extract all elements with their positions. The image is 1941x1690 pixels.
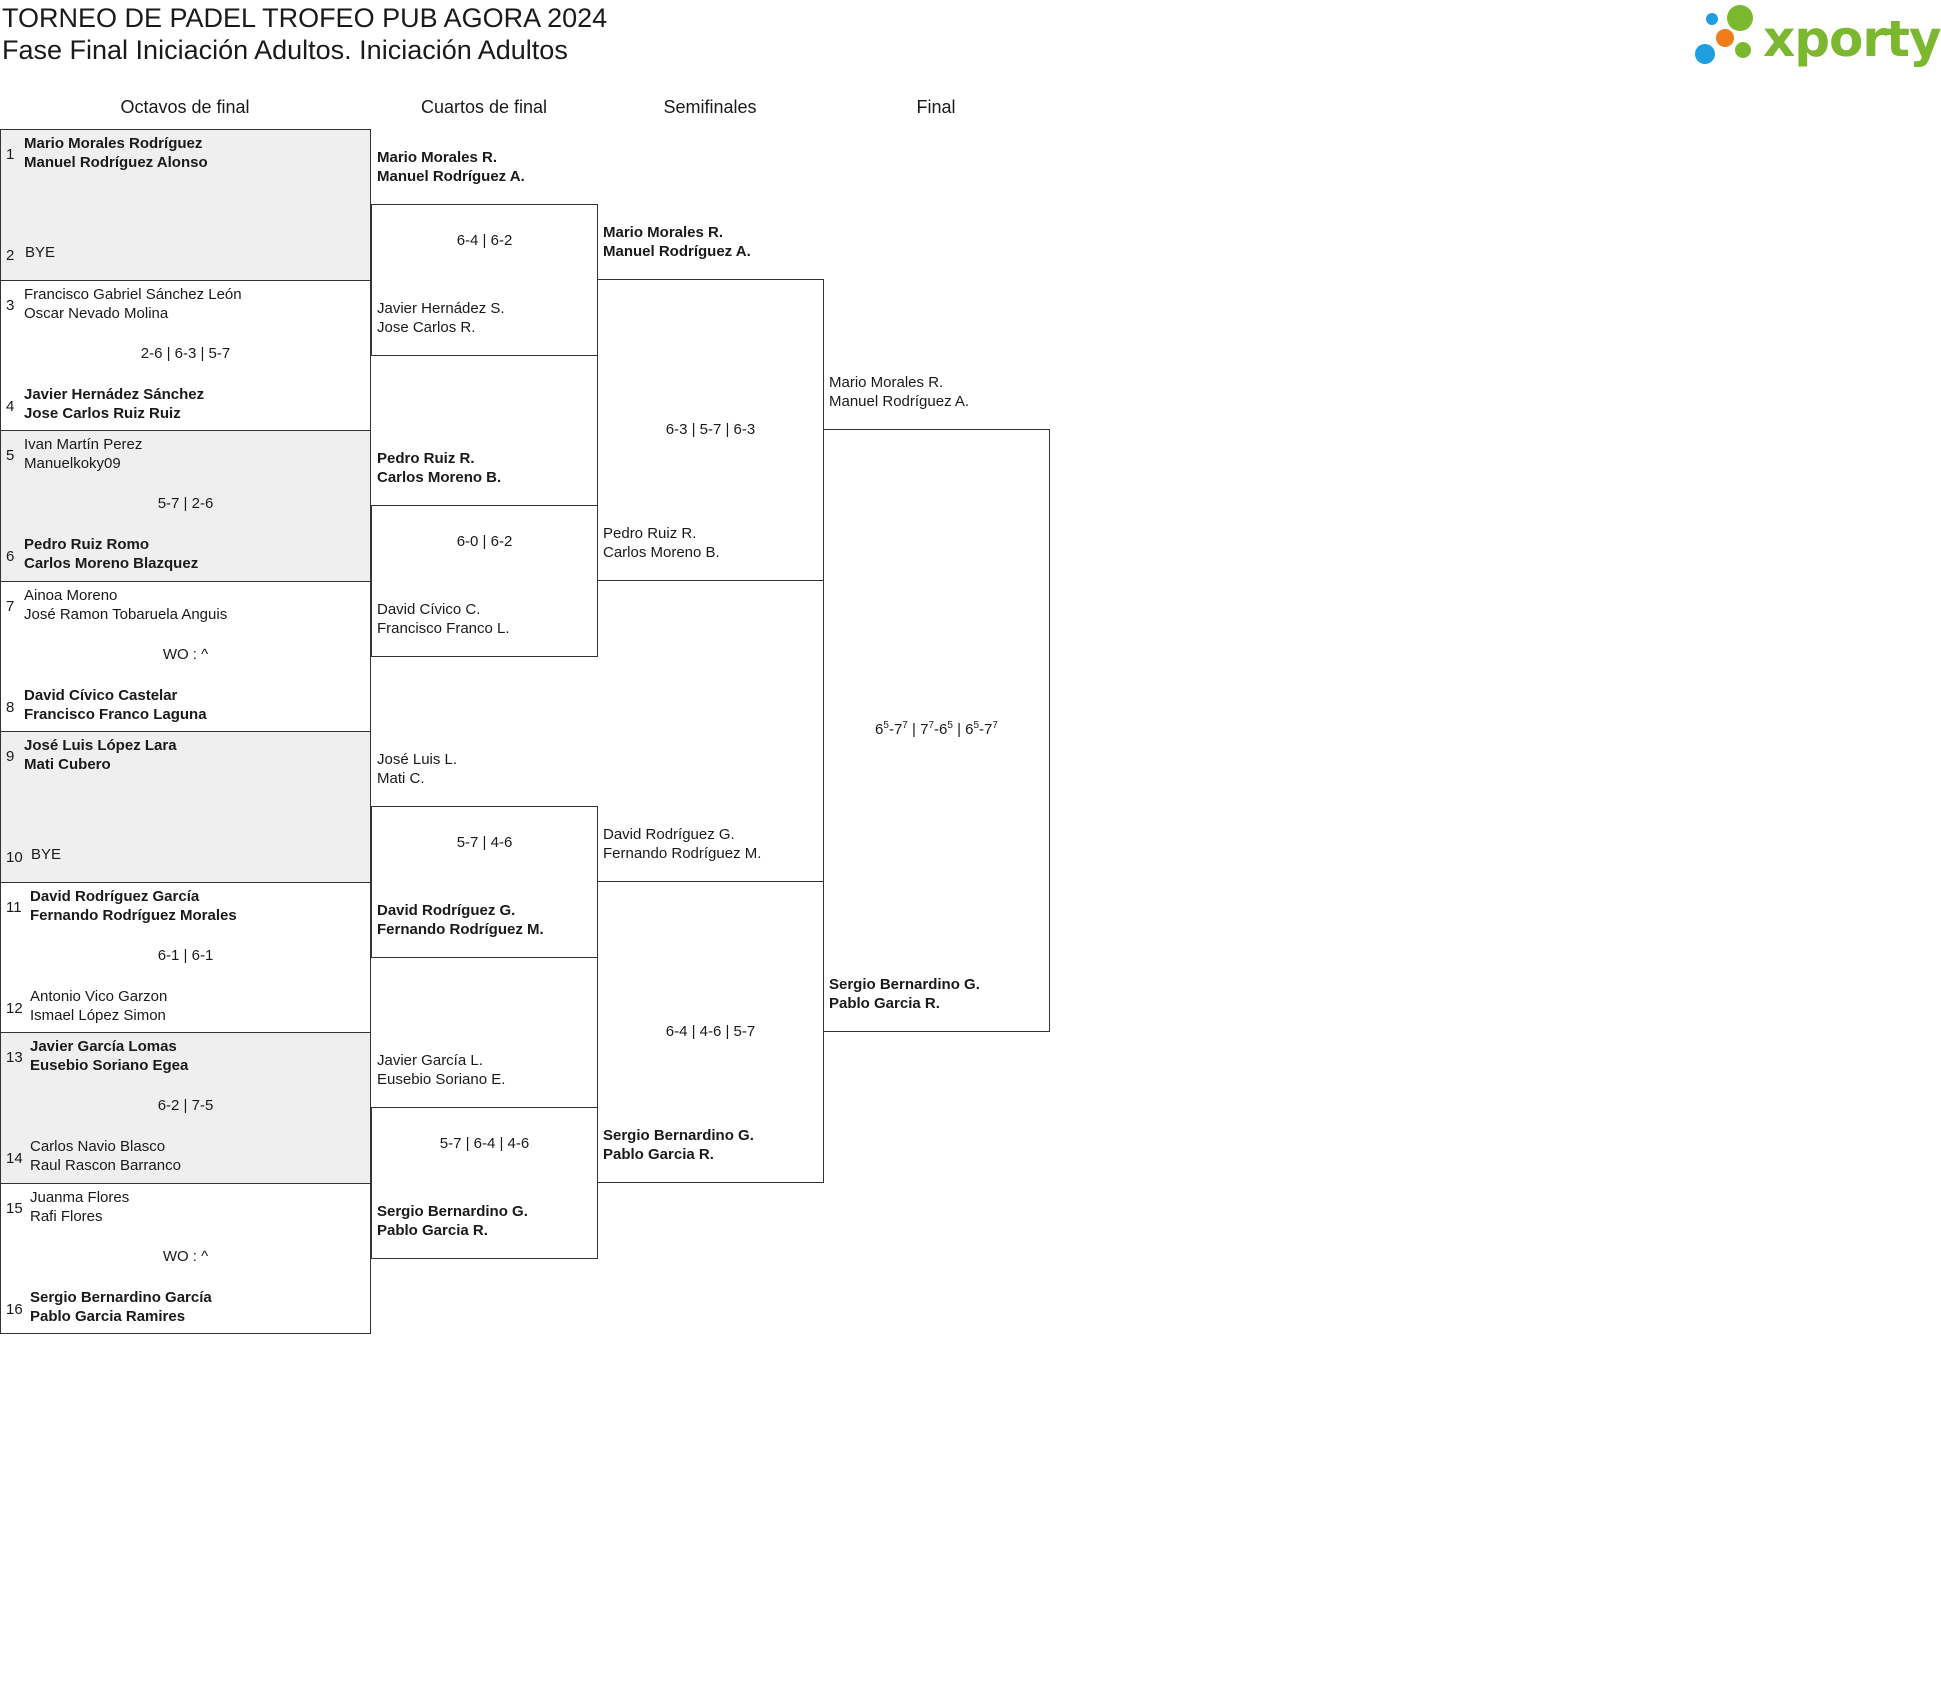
seed-number: 8 [6, 698, 15, 716]
final-score [823, 720, 1050, 739]
octavos-team-player-2: Carlos Moreno Blazquez [24, 555, 199, 572]
seed-number: 7 [6, 597, 15, 615]
octavos-team-player-1: Ivan Martín Perez [24, 436, 143, 453]
semis-team [603, 524, 720, 562]
octavos-team-player-2: Ismael López Simon [30, 1006, 166, 1024]
seed-number: 15 [6, 1199, 23, 1217]
semis-team-player-1: David Rodríguez G. [603, 826, 735, 843]
octavos-team [25, 243, 55, 262]
octavos-team-player-2: Francisco Franco Laguna [24, 705, 207, 723]
cuartos-team-player-1: Pedro Ruiz R. [377, 450, 475, 467]
tiebreak-a: 5 [973, 720, 980, 731]
cuartos-team-player-2: Pablo Garcia R. [377, 1221, 488, 1239]
cuartos-team-player-1: José Luis L. [377, 751, 458, 768]
logo-dot-blue [1695, 44, 1715, 64]
logo-text: xporty [1763, 10, 1941, 68]
round-header-semis: Semifinales [663, 97, 757, 117]
octavos-team-player-2: Raul Rascon Barranco [30, 1157, 181, 1174]
set-dash: - [888, 721, 894, 738]
logo-dots-icon [1695, 4, 1765, 70]
semis-team-player-2: Manuel Rodríguez A. [603, 243, 751, 260]
final-set-2 [920, 721, 953, 738]
octavos-team-player-1: Carlos Navio Blasco [30, 1138, 166, 1155]
cuartos-team-player-2: Fernando Rodríguez M. [377, 920, 544, 938]
semis-team-player-2: Carlos Moreno B. [603, 544, 720, 561]
set-games-b: 7 [893, 721, 903, 738]
seed-number: 6 [6, 548, 15, 565]
cuartos-team-player-2: Carlos Moreno B. [377, 469, 502, 486]
cuartos-team [377, 449, 501, 487]
semis-team-player-2: Pablo Garcia R. [603, 1146, 714, 1163]
seed-number: 12 [6, 999, 23, 1017]
match-score: 6-1 | 6-1 [157, 946, 214, 964]
seed-number: 2 [6, 247, 15, 264]
final-team-player-2: Manuel Rodríguez A. [829, 393, 970, 410]
cuartos-team-player-1: David Cívico C. [377, 600, 481, 618]
octavos-team-player-1: Javier García Lomas [30, 1038, 177, 1055]
seed-number: 1 [6, 146, 15, 163]
final-set-3 [965, 721, 998, 738]
semis-team [603, 1126, 754, 1164]
logo-dot-green-bottom [1735, 42, 1751, 58]
octavos-team-player-1: Javier Hernádez Sánchez [24, 385, 205, 403]
match-score: 5-7 | 6-4 | 4-6 [439, 1135, 530, 1152]
match-score: 5-7 | 2-6 [157, 495, 214, 512]
octavos-team [24, 385, 204, 423]
match-score: 5-7 | 4-6 [456, 834, 513, 851]
tiebreak-b: 5 [947, 720, 953, 731]
octavos-team [30, 1188, 129, 1226]
seed-number: 14 [6, 1150, 23, 1167]
round-header-final: Final [916, 97, 956, 117]
match-score: WO : ^ [162, 645, 209, 663]
octavos-team [30, 887, 237, 925]
octavos-team-player-2: Oscar Nevado Molina [24, 304, 169, 322]
match-score: 2-6 | 6-3 | 5-7 [140, 344, 231, 362]
octavos-team [30, 1288, 212, 1326]
semis-team [603, 825, 761, 863]
octavos-team-player-1: Sergio Bernardino García [30, 1288, 212, 1306]
octavos-team-player-2: Pablo Garcia Ramires [30, 1307, 186, 1325]
seed-number: 5 [6, 447, 15, 464]
cuartos-team-player-1: Javier García L. [377, 1052, 483, 1069]
round-header-octavos: Octavos de final [120, 97, 250, 117]
set-games-a: 6 [965, 721, 974, 738]
cuartos-team [377, 600, 510, 638]
set-games-b: 6 [939, 721, 948, 738]
octavos-team [24, 134, 208, 172]
cuartos-team-player-1: David Rodríguez G. [377, 901, 516, 919]
final-team-player-1: Sergio Bernardino G. [829, 976, 980, 993]
tiebreak-b: 7 [992, 720, 998, 731]
octavos-team [24, 535, 198, 573]
octavos-team-player-1: BYE [25, 244, 56, 261]
cuartos-team [377, 750, 457, 788]
octavos-team-player-1: Antonio Vico Garzon [30, 987, 168, 1005]
octavos-team-player-2: Rafi Flores [30, 1207, 103, 1225]
octavos-team [30, 1037, 188, 1075]
tournament-subtitle: Fase Final Iniciación Adultos. Iniciación Adultos [2, 35, 568, 65]
semis-team [603, 223, 751, 261]
cuartos-team [377, 299, 505, 337]
octavos-team-player-1: José Luis López Lara [24, 737, 177, 754]
cuartos-team-player-2: Jose Carlos R. [377, 318, 476, 336]
final-team-player-2: Pablo Garcia R. [829, 995, 940, 1012]
round-header-cuartos: Cuartos de final [420, 97, 548, 117]
seed-number: 16 [6, 1300, 23, 1318]
octavos-team-player-1: Mario Morales Rodríguez [24, 135, 203, 152]
semis-team-player-2: Fernando Rodríguez M. [603, 845, 762, 862]
match-score: 6-4 | 4-6 | 5-7 [665, 1022, 756, 1040]
octavos-team-player-1: Pedro Ruiz Romo [24, 536, 150, 553]
octavos-team [24, 586, 227, 624]
octavos-team-player-2: Mati Cubero [24, 756, 111, 773]
cuartos-team-player-2: Francisco Franco L. [377, 619, 510, 637]
set-separator: | [907, 721, 921, 738]
logo-dot-green-large [1727, 5, 1753, 31]
tiebreak-b: 7 [902, 720, 908, 731]
set-games-b: 7 [984, 721, 993, 738]
cuartos-team-player-1: Javier Hernádez S. [377, 299, 505, 317]
final-team-player-1: Mario Morales R. [829, 374, 944, 391]
set-separator: | [952, 721, 966, 738]
octavos-team-player-1: BYE [31, 846, 62, 863]
final-team [829, 373, 969, 411]
match-score: 6-0 | 6-2 [456, 533, 513, 550]
tiebreak-a: 7 [928, 720, 934, 731]
tiebreak-a: 5 [883, 720, 889, 731]
octavos-team-player-1: David Cívico Castelar [24, 686, 178, 704]
final-set-1 [875, 721, 908, 738]
cuartos-team [377, 1202, 528, 1240]
cuartos-team [377, 901, 544, 939]
set-games-a: 6 [875, 721, 884, 738]
match-score: 6-3 | 5-7 | 6-3 [665, 420, 756, 438]
octavos-team-player-1: David Rodríguez García [30, 887, 200, 905]
cuartos-team [377, 148, 525, 186]
octavos-team [30, 1137, 181, 1175]
seed-number: 4 [6, 397, 15, 415]
logo-dot-green-small [1706, 13, 1718, 25]
logo-dot-orange [1716, 29, 1734, 47]
set-games-a: 7 [920, 721, 929, 738]
cuartos-team-player-2: Manuel Rodríguez A. [377, 168, 525, 185]
cuartos-team-player-1: Sergio Bernardino G. [377, 1202, 528, 1220]
octavos-team-player-1: Juanma Flores [30, 1188, 130, 1206]
match-score: 6-4 | 6-2 [456, 232, 513, 249]
cuartos-team-player-1: Mario Morales R. [377, 149, 498, 166]
match-score: 6-2 | 7-5 [157, 1097, 214, 1114]
semis-team-player-1: Mario Morales R. [603, 224, 724, 241]
seed-number: 10 [6, 849, 23, 866]
octavos-team-player-2: Fernando Rodríguez Morales [30, 906, 237, 924]
octavos-team-player-2: Manuelkoky09 [24, 455, 121, 472]
xporty-logo [1695, 4, 1941, 70]
semis-team-player-1: Pedro Ruiz R. [603, 525, 697, 542]
octavos-team [24, 736, 177, 774]
final-team [829, 975, 980, 1013]
seed-number: 11 [6, 898, 22, 916]
cuartos-team [377, 1051, 505, 1089]
set-dash: - [934, 721, 939, 738]
octavos-team [31, 845, 61, 864]
octavos-team [24, 435, 142, 473]
tournament-title: TORNEO DE PADEL TROFEO PUB AGORA 2024 [2, 3, 608, 33]
octavos-team-player-2: Eusebio Soriano Egea [30, 1057, 189, 1074]
semis-team-player-1: Sergio Bernardino G. [603, 1127, 754, 1144]
seed-number: 9 [6, 748, 15, 765]
octavos-team-player-2: Manuel Rodríguez Alonso [24, 154, 208, 171]
octavos-team-player-2: Jose Carlos Ruiz Ruiz [24, 404, 181, 422]
seed-number: 13 [6, 1049, 23, 1066]
octavos-team [24, 285, 242, 323]
seed-number: 3 [6, 296, 15, 314]
set-dash: - [979, 721, 985, 738]
octavos-team-player-1: Francisco Gabriel Sánchez León [24, 285, 242, 303]
cuartos-team-player-2: Mati C. [377, 770, 425, 787]
cuartos-team-player-2: Eusebio Soriano E. [377, 1071, 506, 1088]
octavos-team [30, 987, 167, 1025]
match-score: WO : ^ [162, 1247, 209, 1265]
octavos-team-player-1: Ainoa Moreno [24, 586, 118, 604]
octavos-team [24, 686, 207, 724]
octavos-team-player-2: José Ramon Tobaruela Anguis [24, 605, 228, 623]
